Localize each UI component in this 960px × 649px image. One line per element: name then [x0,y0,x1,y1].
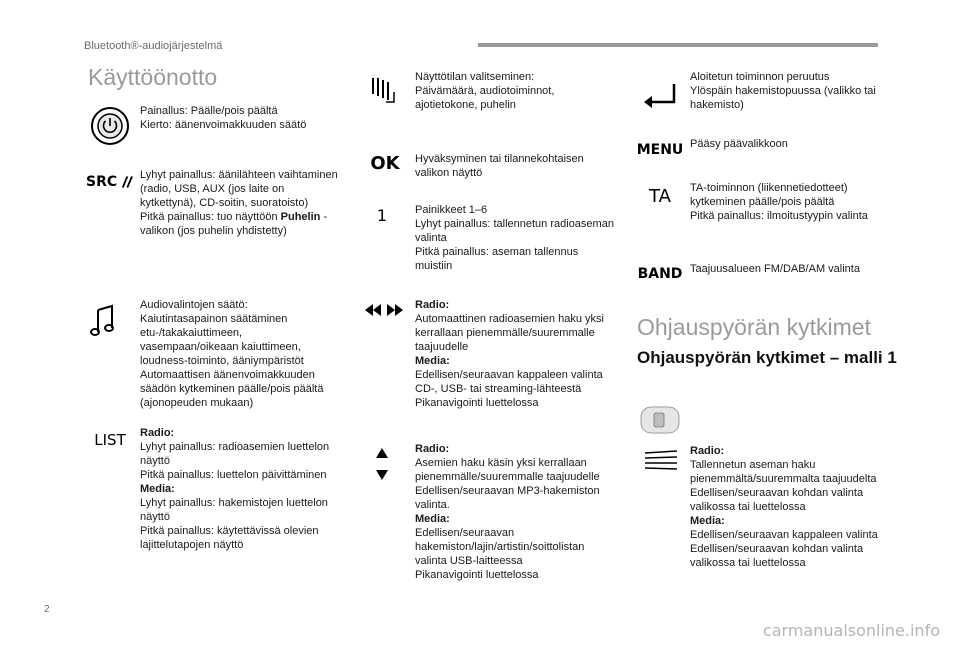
audio-settings-description: Audiovalintojen säätö: Kaiutintasapainon säätäminen etu-/takakaiuttimeen, vasempaan/oikeaan kaiuttimeen, loudness-toiminto, ääniympäristöt Automaattisen äänenvoimakkuuden säädön kytkeminen päälle/pois päältä (ajonopeuden mukaan) [140,299,324,409]
menu-icon [636,140,684,160]
ta-icon-label: TA [649,185,671,207]
ok-icon-label: OK [370,152,400,174]
list-icon [90,430,130,450]
music-note-icon [90,304,116,338]
band-icon-label: BAND [637,266,683,282]
power-icon [90,106,130,146]
up-down-arrows-icon [374,446,390,482]
preset-icon [372,204,392,226]
watermark: carmanualsonline.info [762,621,940,640]
ta-icon [640,184,680,208]
ta-description: TA-toiminnon (liikennetiedotteet) kytkeminen päälle/pois päältä Pitkä painallus: ilmoitustyypin valinta [690,182,868,222]
steering-switch-description: Radio: Tallennetun aseman haku pienemmältä/suuremmalta taajuudelta Edellisen/seuraavan kohdan valinta valikossa tai luettelossa Media: Edellisen/seuraavan kappaleen valinta Edellisen/seuraavan kohdan valinta valikossa tai luettelossa [690,445,878,569]
steering-switch-icon [643,450,679,472]
preset-description: Painikkeet 1–6 Lyhyt painallus: tallennetun radioaseman valinta Pitkä painallus: aseman tallennus muistiin [415,204,614,272]
src-icon-label: SRC [86,174,118,190]
power-description: Painallus: Päälle/pois päältä Kierto: äänenvoimakkuuden säätö [140,105,307,131]
src-icon [86,172,134,192]
manual-search-description: Radio: Asemien haku käsin yksi kerrallaan pienemmälle/suuremmalle taajuudelle Edellisen/seuraavan MP3-hakemiston valinta. Media: Edellisen/seuraavan hakemiston/lajin/artistin/soittolistan valinta USB-laitteessa Pikanavigointi luettelossa [415,443,600,581]
band-description: Taajuusalueen FM/DAB/AM valinta [690,263,860,275]
ok-description: Hyväksyminen tai tilannekohtaisen valikon näyttö [415,153,584,179]
page-number: 2 [44,604,50,615]
display-mode-description: Näyttötilan valitseminen: Päivämäärä, audiotoiminnot, ajotietokone, puhelin [415,71,555,111]
menu-icon-label: MENU [636,142,684,158]
display-mode-icon [370,76,398,106]
breadcrumb: Bluetooth®-audiojärjestelmä [84,40,223,52]
back-description: Aloitetun toiminnon peruutus Ylöspäin hakemistopuussa (valikko tai hakemisto) [690,71,876,111]
band-icon [636,264,684,284]
ok-icon [368,152,402,174]
src-description: Lyhyt painallus: äänilähteen vaihtaminen (radio, USB, AUX (jos laite on kytkettynä), CD-soitin, suoratoisto) Pitkä painallus: tuo näyttöön Puhelin -valikon (jos puhelin yhdistetty) [140,169,338,237]
back-icon [640,80,680,114]
seek-arrows-icon [363,302,405,318]
list-icon-label: LIST [94,431,126,449]
preset-icon-label: 1 [376,205,388,225]
page-title: Käyttöönotto [88,64,218,90]
steering-wheel-overview-icon [640,406,680,434]
header-divider [478,43,878,47]
section-title: Ohjauspyörän kytkimet [637,314,871,340]
seek-description: Radio: Automaattinen radioasemien haku yksi kerrallaan pienemmälle/suuremmalle taajuudelle Media: Edellisen/seuraavan kappaleen valinta CD-, USB- tai streaming-lähteestä Pikanavigointi luettelossa [415,299,604,409]
menu-description: Pääsy päävalikkoon [690,138,788,150]
list-description: Radio: Lyhyt painallus: radioasemien luettelon näyttö Pitkä painallus: luettelon päivittäminen Media: Lyhyt painallus: hakemistojen luettelon näyttö Pitkä painallus: käytettävissä olevien lajittelutapojen näyttö [140,427,330,551]
section-subtitle: Ohjauspyörän kytkimet – malli 1 [637,348,897,367]
